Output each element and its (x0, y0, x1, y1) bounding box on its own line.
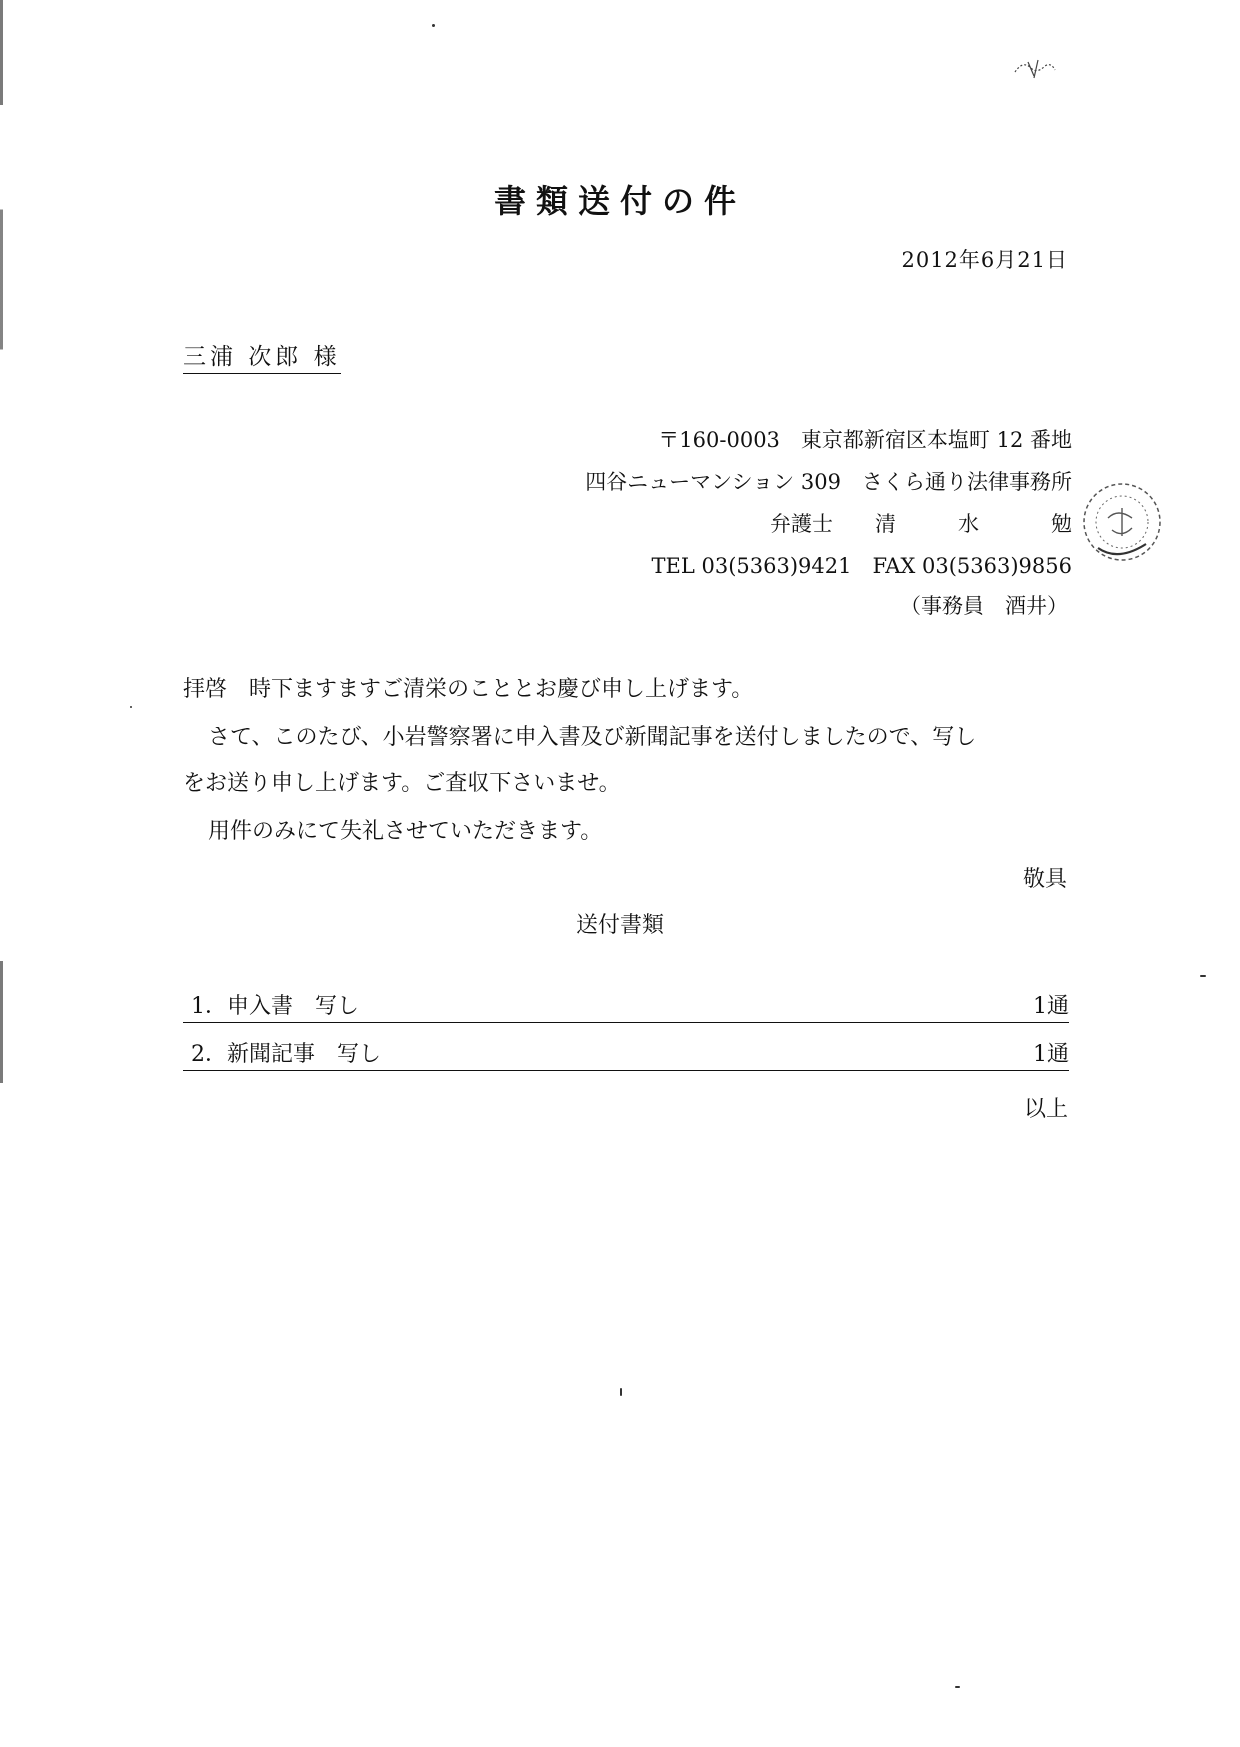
document-date: 2012年6月21日 (901, 248, 1068, 272)
scan-edge-shadow (0, 0, 3, 1747)
enclosure-item (183, 1040, 1069, 1071)
enclosure-item-label: 2．新聞記事 写し (191, 1042, 381, 1067)
enclosure-title: 送付書類 (575, 913, 664, 938)
scan-speck (1200, 975, 1206, 977)
corner-mark-icon (1010, 52, 1060, 92)
enclosure-item-quantity: 1通 (1033, 1042, 1069, 1067)
sender-title: 弁護士 (770, 512, 833, 536)
recipient-name: 三浦 次郎 様 (183, 338, 341, 374)
body-paragraph-line: をお送り申し上げます。ご査収下さいませ。 (183, 771, 621, 796)
scan-speck (432, 24, 435, 27)
enclosure-item (183, 992, 1069, 1023)
document-title: 書類送付の件 (493, 182, 746, 220)
body-greeting: 拝啓 時下ますますご清栄のこととお慶び申し上げます。 (183, 677, 754, 702)
scan-speck (130, 706, 132, 708)
scan-speck (620, 1388, 622, 1396)
sender-address-line2: 四谷ニューマンション 309 さくら通り法律事務所 (585, 470, 1072, 494)
sender-name-part: 勉 (1051, 512, 1072, 536)
enclosure-end-mark: 以上 (1023, 1097, 1068, 1122)
sender-name-part: 清 (875, 512, 896, 536)
sender-address-line1: 〒160-0003 東京都新宿区本塩町 12 番地 (658, 428, 1072, 452)
sender-contact: TEL 03(5363)9421 FAX 03(5363)9856 (651, 554, 1072, 578)
enclosure-item-label: 1．申入書 写し (191, 994, 359, 1019)
sender-name-line (770, 508, 1072, 538)
sender-name-part: 水 (958, 512, 979, 536)
body-paragraph-line: さて、このたび、小岩警察署に申入書及び新聞記事を送付しましたので、写し (208, 725, 977, 750)
body-paragraph-line: 用件のみにて失礼させていただきます。 (208, 819, 603, 844)
scan-speck (955, 1686, 960, 1688)
sender-staff: （事務員 酒井） (900, 594, 1068, 618)
enclosure-item-quantity: 1通 (1033, 994, 1069, 1019)
seal-stamp-icon (1078, 478, 1166, 566)
closing-word: 敬具 (1022, 867, 1067, 892)
